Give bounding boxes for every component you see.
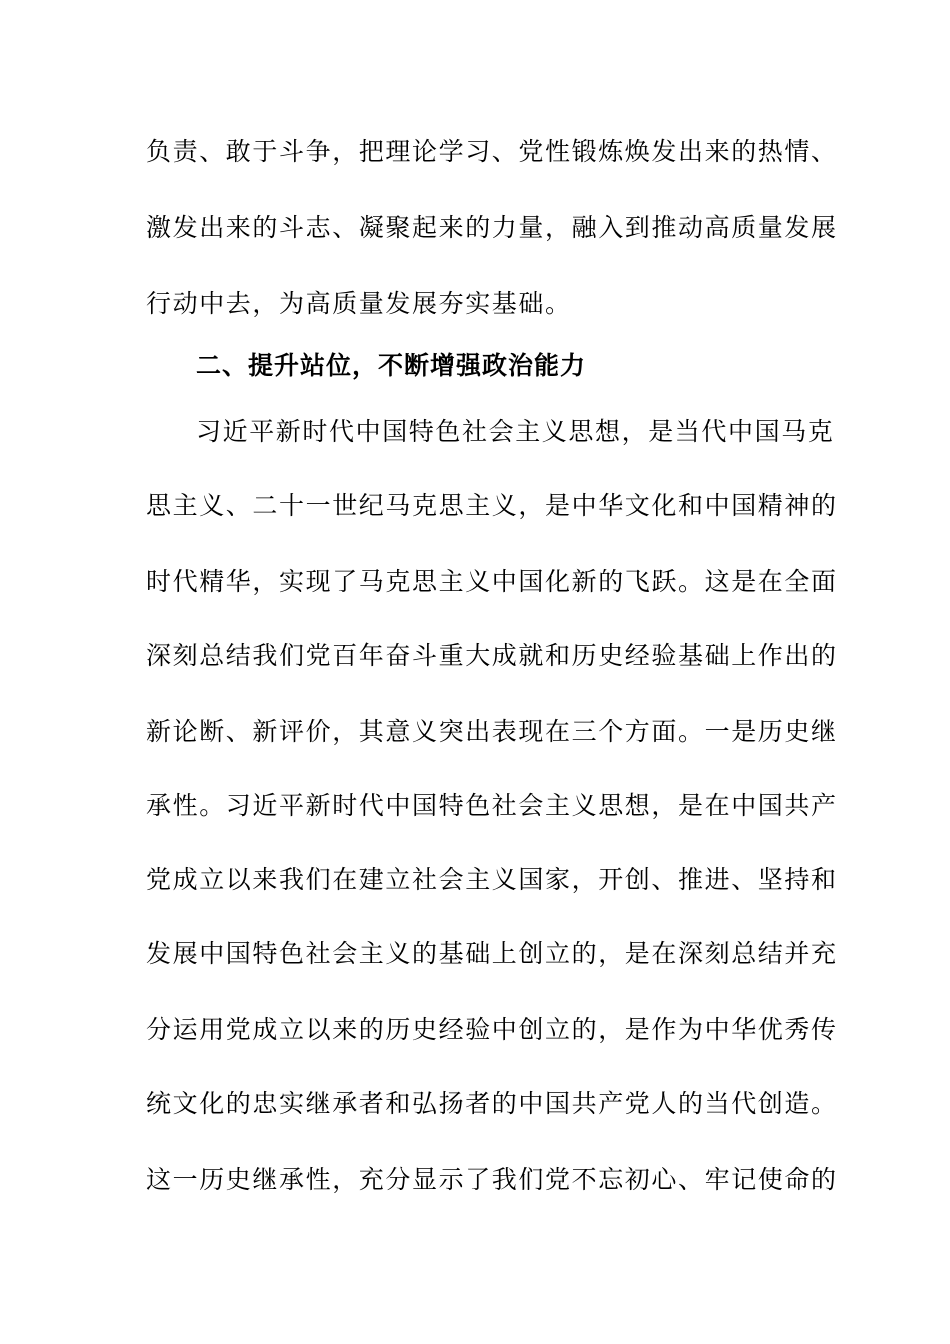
paragraph-line: 习近平新时代中国特色社会主义思想，是当代中国马克 [196,417,835,446]
paragraph-line: 新论断、新评价，其意义突出表现在三个方面。一是历史继 [146,717,838,746]
paragraph-line: 统文化的忠实继承者和弘扬者的中国共产党人的当代创造。 [146,1089,838,1118]
section-heading: 二、提升站位，不断增强政治能力 [196,351,587,380]
paragraph-line: 承性。习近平新时代中国特色社会主义思想，是在中国共产 [146,791,838,820]
paragraph-line: 深刻总结我们党百年奋斗重大成就和历史经验基础上作出的 [146,641,838,670]
paragraph-line: 行动中去，为高质量发展夯实基础。 [146,289,572,318]
paragraph-line: 发展中国特色社会主义的基础上创立的，是在深刻总结并充 [146,939,838,968]
paragraph-line: 思主义、二十一世纪马克思主义，是中华文化和中国精神的 [146,491,838,520]
paragraph-line: 这一历史继承性，充分显示了我们党不忘初心、牢记使命的 [146,1165,838,1194]
paragraph-line: 激发出来的斗志、凝聚起来的力量，融入到推动高质量发展 [146,213,838,242]
paragraph-line: 分运用党成立以来的历史经验中创立的，是作为中华优秀传 [146,1015,838,1044]
paragraph-line: 负责、敢于斗争，把理论学习、党性锻炼焕发出来的热情、 [146,137,838,166]
paragraph-line: 时代精华，实现了马克思主义中国化新的飞跃。这是在全面 [146,567,838,596]
paragraph-line: 党成立以来我们在建立社会主义国家，开创、推进、坚持和 [146,865,838,894]
